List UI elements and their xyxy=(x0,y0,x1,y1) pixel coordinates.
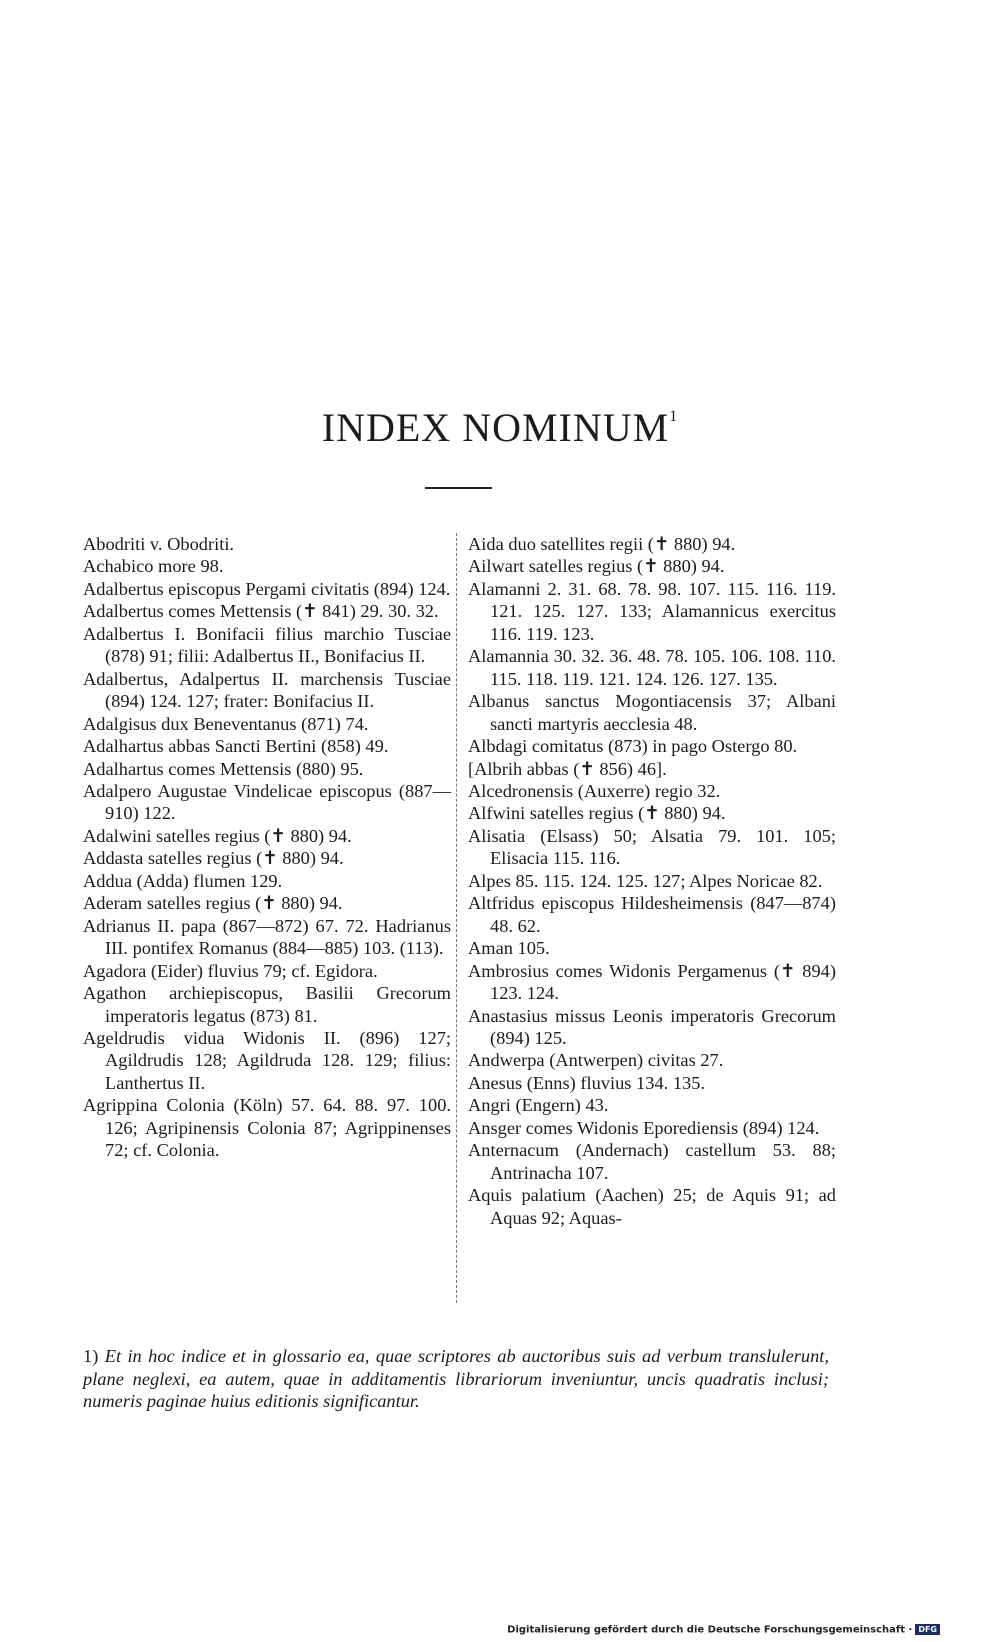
index-entry: Abodriti v. Obodriti. xyxy=(83,534,235,554)
index-entry: Alamanni 2. 31. 68. 78. 98. 107. 115. 116. 119. 121. 125. 127. 133; Alamannicus exercitus 116. 119. 123. xyxy=(468,578,836,644)
index-entry: Addasta satelles regius (✝ 880) 94. xyxy=(83,848,344,869)
page-title xyxy=(0,404,1000,451)
index-entry: Ansger comes Widonis Eporediensis (894) 124. xyxy=(468,1117,820,1138)
index-entry: Ailwart satelles regius (✝ 880) 94. xyxy=(468,556,725,577)
footnote xyxy=(83,1345,829,1413)
index-entry: Anastasius missus Leonis imperatoris Grecorum (894) 125. xyxy=(468,1005,836,1048)
index-entry: Angri (Engern) 43. xyxy=(468,1095,609,1116)
footnote-mark: 1) xyxy=(83,1346,99,1366)
title-footnote-mark: 1 xyxy=(669,408,679,425)
title-rule xyxy=(425,487,492,489)
index-entry: Adalbertus, Adalpertus II. marchensis Tusciae (894) 124. 127; frater: Bonifacius II. xyxy=(83,668,451,712)
index-entry: Adalhartus comes Mettensis (880) 95. xyxy=(83,758,364,779)
index-entry: Andwerpa (Antwerpen) civitas 27. xyxy=(468,1050,724,1071)
index-entry: Adrianus II. papa (867—872) 67. 72. Hadrianus III. pontifex Romanus (884—885) 103. (113). xyxy=(83,915,451,959)
index-entry: Alamannia 30. 32. 36. 48. 78. 105. 106. 108. 110. 115. 118. 119. 121. 124. 126. 127. 135. xyxy=(468,646,836,689)
index-entry: Albdagi comitatus (873) in pago Ostergo 80. xyxy=(468,736,798,757)
index-entry: Alpes 85. 115. 124. 125. 127; Alpes Noricae 82. xyxy=(468,870,823,891)
index-entry: Altfridus episcopus Hildesheimensis (847—874) 48. 62. xyxy=(468,893,836,936)
index-entry: Alcedronensis (Auxerre) regio 32. xyxy=(468,780,721,801)
index-column-right xyxy=(468,533,836,1229)
index-entry: Adalwini satelles regius (✝ 880) 94. xyxy=(83,825,352,846)
index-entry: Aderam satelles regius (✝ 880) 94. xyxy=(83,893,343,914)
index-entry: Albanus sanctus Mogontiacensis 37; Albani sancti martyris aecclesia 48. xyxy=(468,691,836,734)
index-entry: [Albrih abbas (✝ 856) 46]. xyxy=(468,758,667,779)
index-entry: Adalpero Augustae Vindelicae episcopus (887—910) 122. xyxy=(83,780,451,824)
index-entry: Aida duo satellites regii (✝ 880) 94. xyxy=(468,534,736,554)
index-entry: Achabico more 98. xyxy=(83,556,224,577)
index-entry: Agathon archiepiscopus, Basilii Grecorum imperatoris legatus (873) 81. xyxy=(83,983,451,1026)
footnote-text: Et in hoc indice et in glossario ea, quae scriptores ab auctoribus suis ad verbum translulerunt, plane neglexi, ea autem, quae in additamentis librariorum inveniuntur, uncis quadratis inclusi; numeris paginae huius editionis significantur. xyxy=(83,1346,829,1411)
index-entry: Ageldrudis vidua Widonis II. (896) 127; Agildrudis 128; Agildruda 128. 129; filius: Lanthertus II. xyxy=(83,1027,451,1093)
index-entry: Anternacum (Andernach) castellum 53. 88; Antrinacha 107. xyxy=(468,1140,836,1183)
credit-text: Digitalisierung gefördert durch die Deutsche Forschungsgemeinschaft · xyxy=(507,1624,913,1636)
index-entry: Anesus (Enns) fluvius 134. 135. xyxy=(468,1072,706,1093)
index-entry: Alisatia (Elsass) 50; Alsatia 79. 101. 105; Elisacia 115. 116. xyxy=(468,825,836,869)
index-entry: Agadora (Eider) fluvius 79; cf. Egidora. xyxy=(83,960,378,981)
index-entry: Ambrosius comes Widonis Pergamenus (✝ 894) 123. 124. xyxy=(468,960,836,1004)
index-entry: Agrippina Colonia (Köln) 57. 64. 88. 97. 100. 126; Agripinensis Colonia 87; Agrippinenses 72; cf. Colonia. xyxy=(83,1095,451,1161)
column-divider xyxy=(456,533,457,1303)
index-entry: Aquis palatium (Aachen) 25; de Aquis 91; ad Aquas 92; Aquas- xyxy=(468,1185,836,1228)
index-entry: Adalbertus episcopus Pergami civitatis (894) 124. xyxy=(83,578,451,599)
index-entry: Adalgisus dux Beneventanus (871) 74. xyxy=(83,713,369,734)
index-entry: Adalhartus abbas Sancti Bertini (858) 49. xyxy=(83,736,389,757)
index-entry: Adalbertus comes Mettensis (✝ 841) 29. 30. 32. xyxy=(83,601,439,622)
index-entry: Aman 105. xyxy=(468,938,550,959)
index-entry: Alfwini satelles regius (✝ 880) 94. xyxy=(468,803,726,824)
digitization-credit xyxy=(507,1624,940,1636)
index-entry: Addua (Adda) flumen 129. xyxy=(83,870,283,891)
index-entry: Adalbertus I. Bonifacii filius marchio Tusciae (878) 91; filii: Adalbertus II., Bonifacius II. xyxy=(83,623,451,667)
page-title-text: INDEX NOMINUM xyxy=(321,405,670,450)
dfg-logo-icon: DFG xyxy=(915,1624,940,1635)
index-column-left xyxy=(83,533,451,1162)
